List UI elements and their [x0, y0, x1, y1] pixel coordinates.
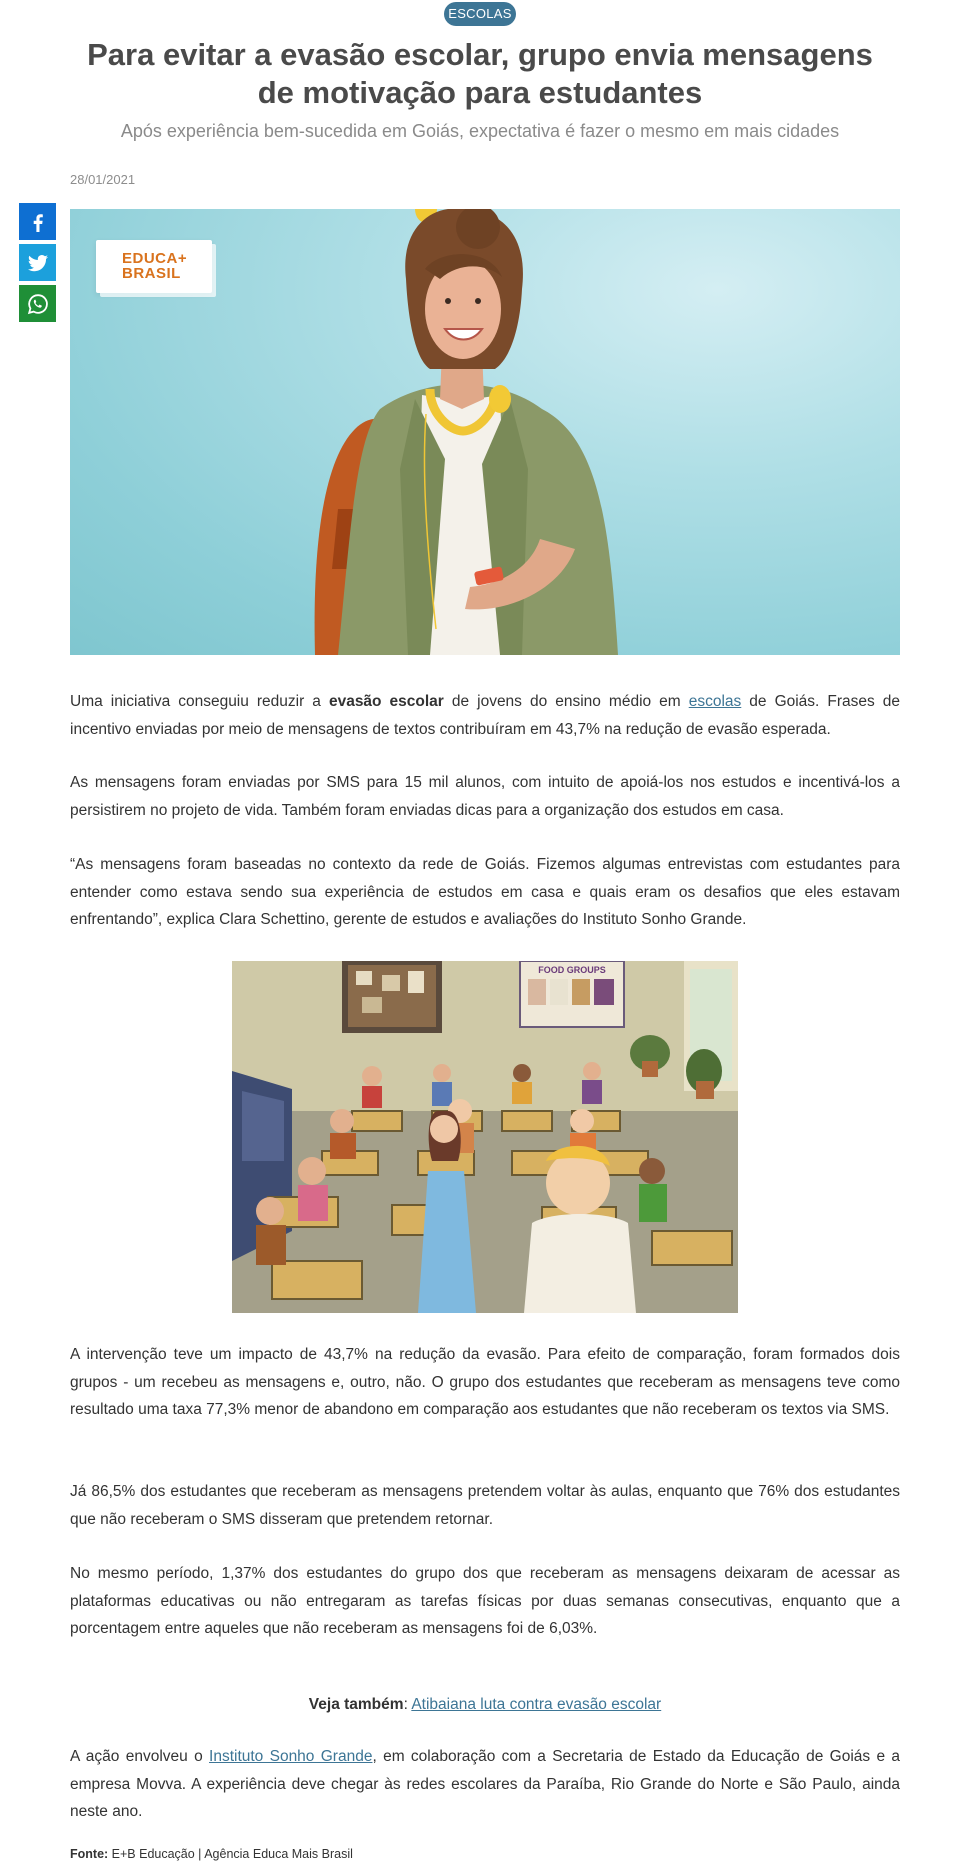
source-label: Fonte:	[70, 1847, 109, 1861]
logo-line-2: BRASIL	[122, 265, 181, 282]
article-paragraph: Já 86,5% dos estudantes que receberam as mensagens pretendem voltar às aulas, enquanto que 76% dos estudantes que não receberam o SMS disseram que pretendem retornar.	[70, 1483, 900, 1528]
see-also: Veja também: Atibaiana luta contra evasão escolar	[308, 1696, 662, 1713]
see-also-link[interactable]: Atibaiana luta contra evasão escolar	[411, 1696, 662, 1713]
classroom-illustration	[232, 961, 738, 1313]
article-paragraph: A intervenção teve um impacto de 43,7% na redução da evasão. Para efeito de comparação, foram formados dois grupos - um recebeu as mensagens e, outro, não. O grupo dos estudantes que receberam as mensagens teve como resultado uma taxa 77,3% menor de abandono em comparação aos estudantes que não receberam os textos via SMS.	[70, 1346, 900, 1418]
logo-line-1: EDUCA+	[122, 250, 188, 267]
source-line	[70, 1847, 353, 1861]
article-paragraph: As mensagens foram enviadas por SMS para 15 mil alunos, com intuito de apoiá-los nos estudos e incentivá-los a persistirem no projeto de vida. Também foram enviadas dicas para a organização dos estudos em casa.	[70, 774, 900, 819]
share-twitter-button[interactable]	[19, 244, 56, 281]
publish-date: 28/01/2021	[70, 172, 136, 187]
share-facebook-button[interactable]	[19, 203, 56, 240]
article-paragraph: No mesmo período, 1,37% dos estudantes do grupo dos que receberam as mensagens deixaram de acessar as plataformas educativas ou não entregaram as tarefas físicas por duas semanas consecutivas, enquanto que a porcentagem entre aqueles que não receberam as mensagens foi de 6,03%.	[70, 1565, 900, 1637]
article-paragraph: A ação envolveu o Instituto Sonho Grande, em colaboração com a Secretaria de Estado da Educação de Goiás e a empresa Movva. A experiência deve chegar às redes escolares da Paraíba, Rio Grande do Norte e São Paulo, ainda neste ano.	[70, 1748, 900, 1820]
twitter-icon	[26, 251, 50, 275]
educa-brasil-logo	[96, 240, 212, 293]
article-paragraph: “As mensagens foram baseadas no contexto da rede de Goiás. Fizemos algumas entrevistas com estudantes para entender como estava sendo sua experiência de estudos em casa e quais eram os desafios que eles estavam enfrentando”, explica Clara Schettino, gerente de estudos e avaliações do Instituto Sonho Grande.	[70, 856, 900, 928]
instituto-sonho-grande-link[interactable]: Instituto Sonho Grande	[209, 1748, 373, 1765]
hero-image	[70, 209, 900, 655]
share-whatsapp-button[interactable]	[19, 285, 56, 322]
classroom-poster-text: FOOD GROUPS	[538, 965, 606, 975]
facebook-icon	[26, 210, 50, 234]
escolas-link[interactable]: escolas	[688, 693, 742, 710]
whatsapp-icon	[26, 292, 50, 316]
source-text: E+B Educação | Agência Educa Mais Brasil	[108, 1847, 353, 1861]
see-also-label: Veja também	[308, 1696, 404, 1713]
evasao-escolar-bold: evasão escolar	[328, 693, 444, 710]
category-badge[interactable]: ESCOLAS	[444, 2, 516, 26]
article-subtitle: Após experiência bem-sucedida em Goiás, expectativa é fazer o mesmo em mais cidades	[120, 121, 840, 141]
article-title: Para evitar a evasão escolar, grupo envia mensagens de motivação para estudantes	[87, 37, 873, 110]
article-paragraph: Uma iniciativa conseguiu reduzir a evasão escolar de jovens do ensino médio em escolas de Goiás. Frases de incentivo enviadas por meio de mensagens de textos contribuíram em 43,7% na redução de evasão esperada.	[70, 693, 901, 738]
